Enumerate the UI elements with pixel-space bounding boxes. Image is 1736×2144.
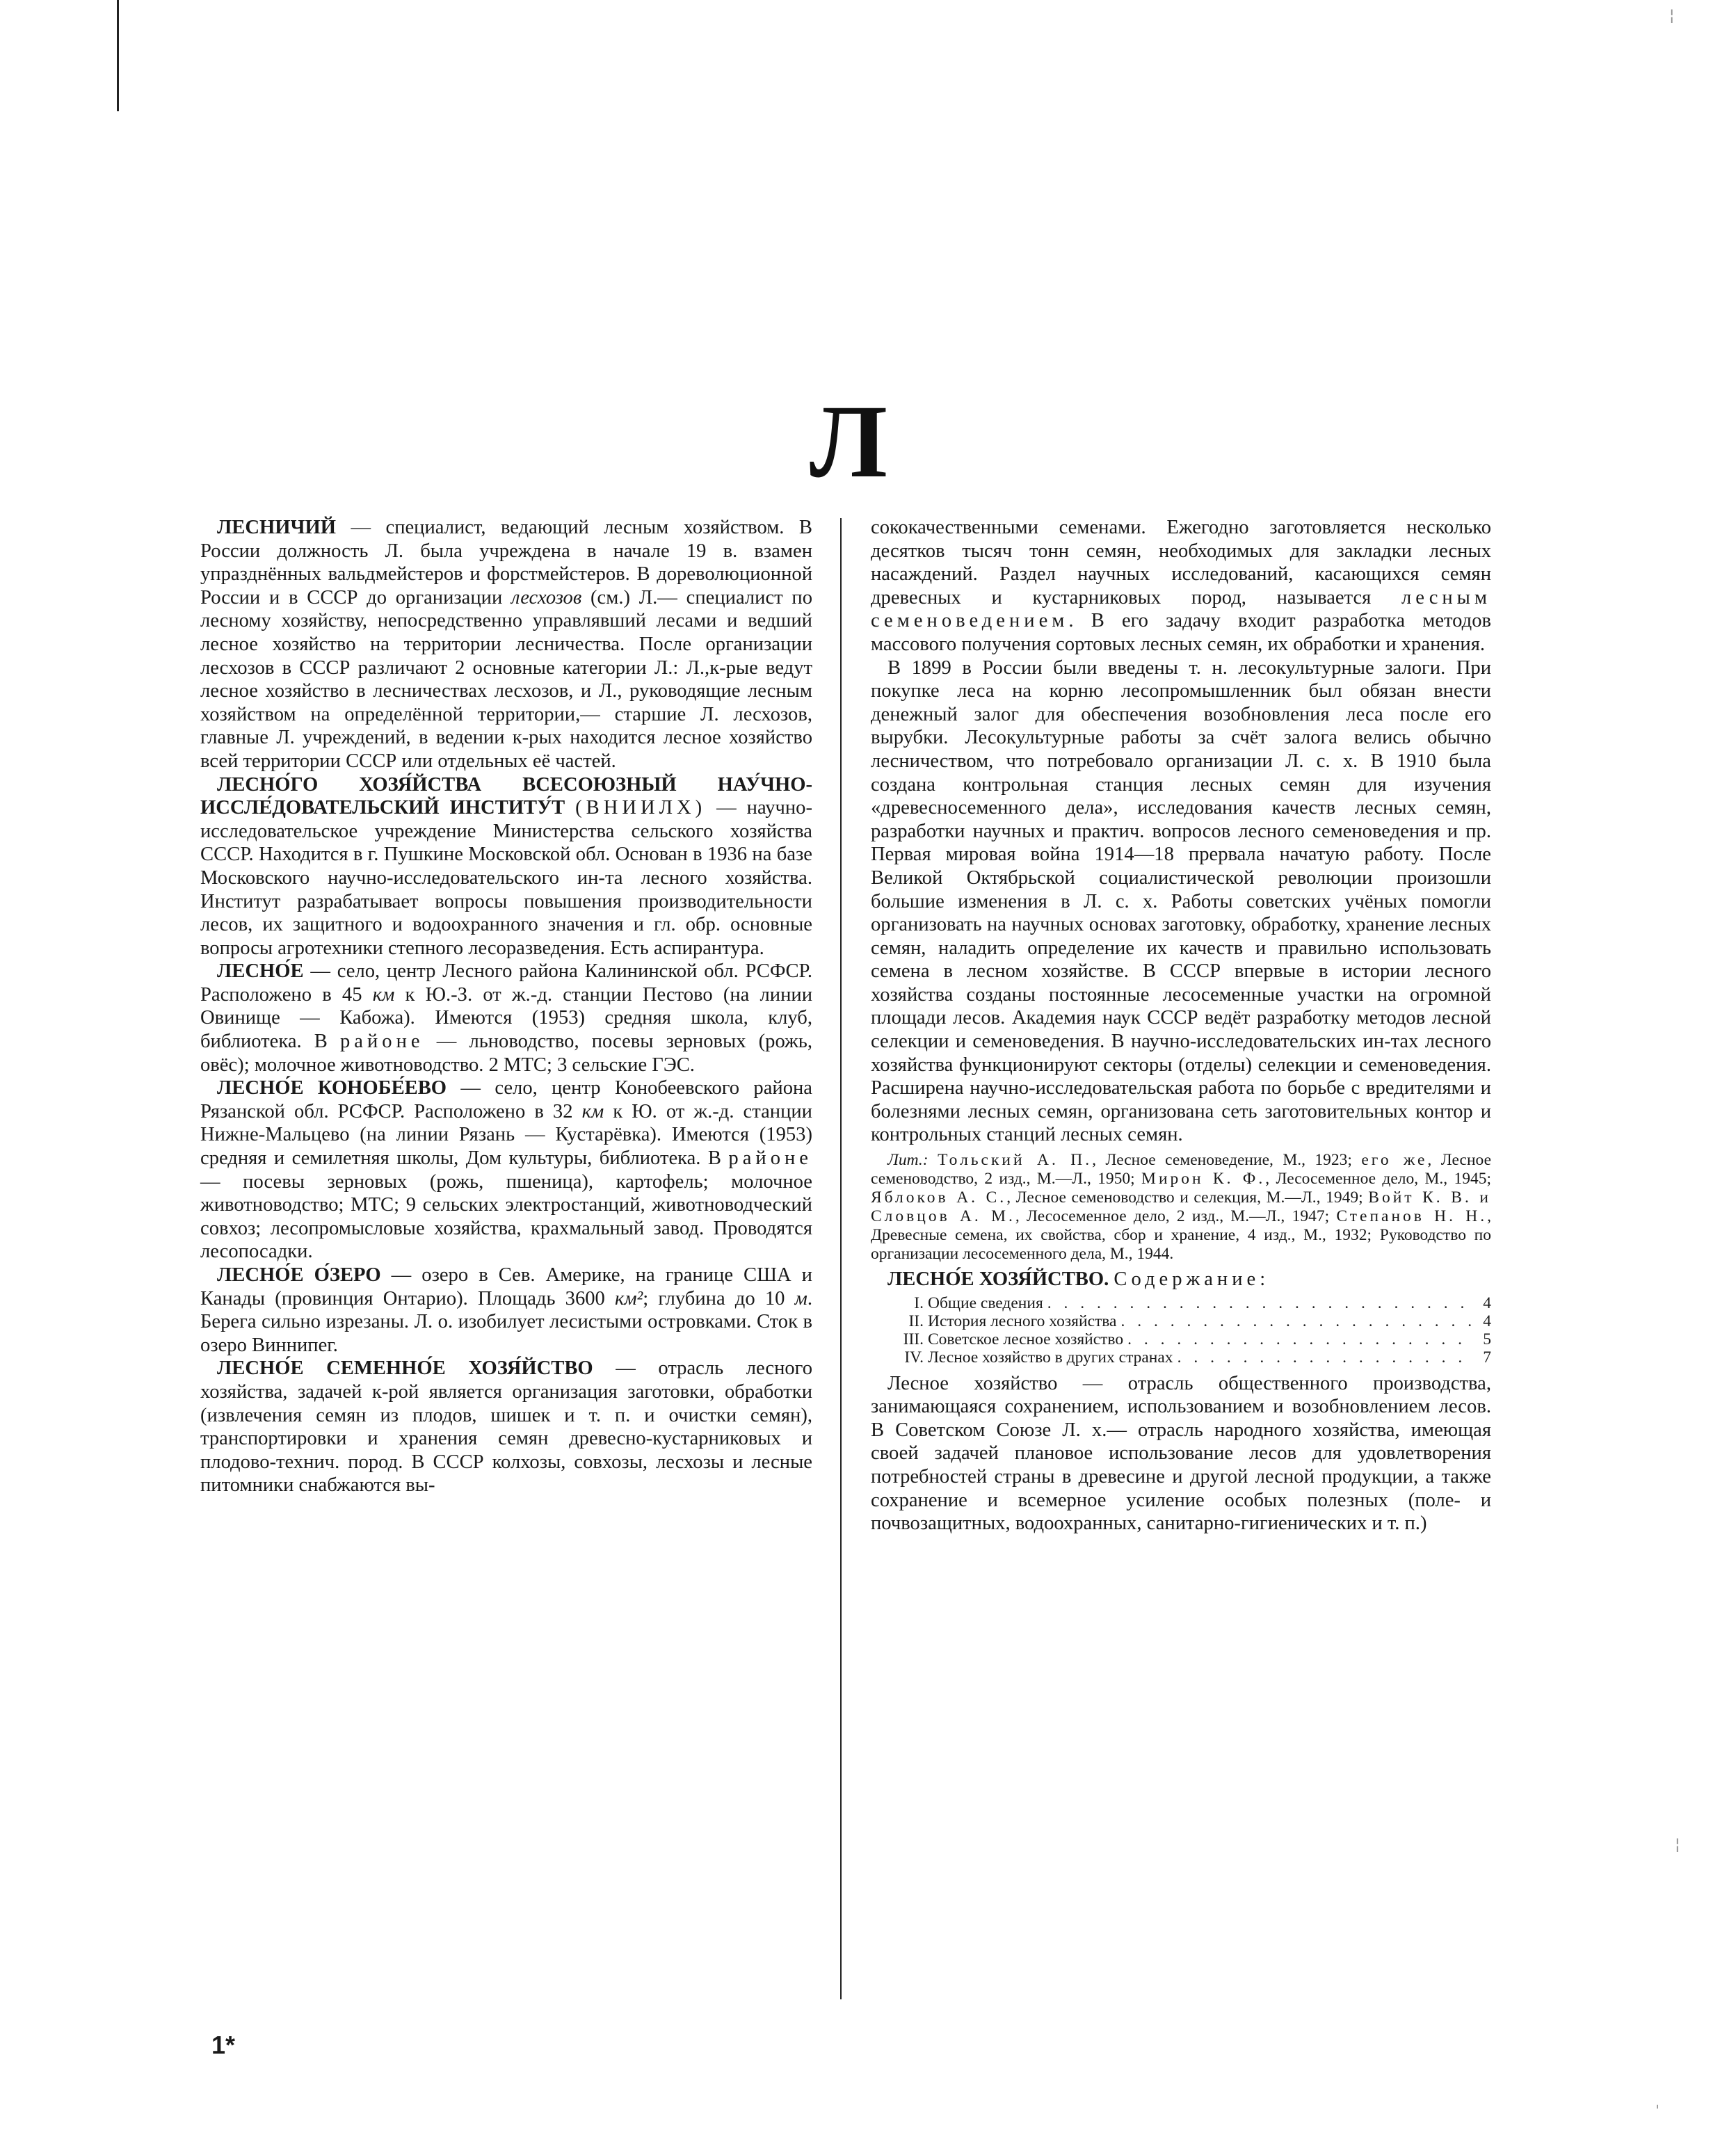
headword: ЛЕСНИЧИЙ	[217, 517, 336, 538]
article-paragraph: Лесное хозяйство — отрасль общественного производства, занимающаяся сохранением, использованием и возобновлением лесов. В Советском Союзе Л. х.— отрасль народного хозяйства, имеющая своей задачей плановое использование лесов для удовлетворения потребностей страны в древесине и другой лесной продукции, а также сохранение и всемерное усиление особых полезных (поле- и почвозащитных, водоохранных, санитарно-гигиенических и т. п.)	[871, 1372, 1491, 1535]
column-divider	[840, 518, 842, 1999]
table-of-contents	[871, 1294, 1491, 1367]
article-lesnoe-konobeevo: ЛЕСНО́Е КОНОБЕ́ЕВО — село, центр Конобеевского района Рязанской обл. РСФСР. Расположено в 32 км к Ю. от ж.-д. станции Нижне-Мальцево (на линии Рязань — Кустарёвка). Имеются (1953) средняя и семилетняя школы, Дом культуры, библиотека. В районе — посевы зерновых (рожь, пшеница), картофель; молочное животноводство; МТС; 9 сельских электростанций, животноводческий совхоз; лесопромысловые хозяйства, крахмальный завод. Проводятся лесопосадки.	[200, 1077, 812, 1263]
cross-ref-link[interactable]: лесхозов	[511, 586, 582, 608]
article-continuation: сококачественными семенами. Ежегодно заготовляется несколько десятков тысяч тонн семян, необходимых для закладки лесных насаждений. Раздел научных исследований, касающихся семян древесных и кустарниковых пород, называется лесным семеноведением. В его задачу входит разработка методов массового получения сортовых лесных семян, их обработки и хранения.	[871, 517, 1491, 655]
toc-row[interactable]: III. Советское лесное хозяйство . . . 5	[881, 1330, 1491, 1348]
toc-row[interactable]: I. Общие сведения . . . 4	[881, 1294, 1491, 1312]
literature-list: Лит.: Тольский А. П., Лесное семеноведение, М., 1923; его же, Лесное семеноводство, 2 изд., М.—Л., 1950; Мирон К. Ф., Лесосеменное дело, М., 1945; Яблоков А. С., Лесное семеноводство и селекция, М.—Л., 1949; Войт К. В. и Словцов А. М., Лесосеменное дело, 2 изд., М.—Л., 1947; Степанов Н. Н., Древесные семена, их свойства, сбор и хранение, 4 изд., М., 1932; Руководство по организации лесосеменного дела, М., 1944.	[871, 1151, 1492, 1264]
headword: ЛЕСНО́Е	[217, 960, 304, 983]
article-lesnoe: ЛЕСНО́Е — село, центр Лесного района Калининской обл. РСФСР. Расположено в 45 км к Ю.-З. от ж.-д. станции Пестово (на линии Овинище — Кабожа). Имеются (1953) средняя школа, клуб, библиотека. В районе — льноводство, посевы зерновых (рожь, овёс); молочное животноводство. 2 МТС; 3 сельские ГЭС.	[200, 960, 812, 1076]
right-column	[871, 516, 1491, 1536]
left-column	[200, 516, 812, 1497]
article-paragraph: В 1899 в России были введены т. н. лесокультурные залоги. При покупке леса на корню лесопромышленник был обязан внести денежный залог для обеспечения возобновления леса после его вырубки. Лесокультурные работы за счёт залога велись обычно лесничеством, что потребовало организации Л. с. х. В 1910 была создана контрольная станция лесных семян для изучения «древесносеменного дела», исследования качеств лесных семян, разработки научных и практич. вопросов лесного семеноведения и пр. Первая мировая война 1914—18 прервала начатую работу. После Великой Октябрьской социалистической революции произошли большие изменения в Л. с. х. Работы советских учёных помогли организовать на научных основах заготовку, обработку, хранение лесных семян, наладить определение их качеств и правильно использовать семена в лесном хозяйстве. В СССР впервые в истории лесного хозяйства созданы постоянные лесосеменные участки на огромной площади лесов. Академия наук СССР ведёт разработку методов лесной селекции и семеноведения. В научно-исследовательских ин-тах лесного хозяйства функционируют секторы (отделы) селекции и семеноведения. Расширена научно-исследовательская работа по борьбе с вредителями и болезнями лесных семян, организована сеть заготовительных контор и контрольных станций лесных семян.	[871, 656, 1491, 1146]
headword: ЛЕСНО́Е СЕМЕННО́Е ХОЗЯ́ЙСТВО	[217, 1357, 593, 1380]
article-lesnoe-semennoe-khozyaystvo: ЛЕСНО́Е СЕМЕННО́Е ХОЗЯ́ЙСТВО — отрасль лесного хозяйства, задачей к-рой является организация заготовки, обработки (извлечения семян из плодов, шишек и т. п. и очистки семян), транспортировки и хранения семян древесно-кустарниковых и плодово-технич. пород. В СССР колхозы, совхозы, лесхозы и лесные питомники снабжаются вы-	[200, 1357, 812, 1497]
article-lesnoe-khozyaystvo: ЛЕСНО́Е ХОЗЯ́ЙСТВО. Содержание:	[887, 1268, 1270, 1291]
headword: ЛЕСНО́Е ХОЗЯ́ЙСТВО.	[887, 1268, 1109, 1291]
scan-mark: ˌ	[1655, 2093, 1660, 2111]
headword: ЛЕСНО́Е О́ЗЕРО	[217, 1264, 381, 1286]
scan-edge-line	[117, 0, 119, 111]
toc-row[interactable]: II. История лесного хозяйства . . . 4	[881, 1312, 1491, 1330]
scan-mark: ¦	[1669, 7, 1675, 24]
headword: ЛЕСНО́ГО ХОЗЯ́ЙСТВА ВСЕСОЮЗНЫЙ НАУ́ЧНО-ИССЛЕ́ДОВАТЕЛЬСКИЙ ИНСТИТУ́Т	[200, 773, 812, 819]
article-vniilkh: ЛЕСНО́ГО ХОЗЯ́ЙСТВА ВСЕСОЮЗНЫЙ НАУ́ЧНО-ИССЛЕ́ДОВАТЕЛЬСКИЙ ИНСТИТУ́Т (ВНИИЛХ) — научно-исследовательское учреждение Министерства сельского хозяйства СССР. Находится в г. Пушкине Московской обл. Основан в 1936 на базе Московского научно-исследовательского ин-та лесного хозяйства. Институт разрабатывает вопросы повышения производительности лесов, их защитного и водоохранного значения и гл. обр. основные вопросы агротехники степного лесоразведения. Есть аспирантура.	[200, 773, 812, 959]
article-lesnichiy: ЛЕСНИЧИЙ — специалист, ведающий лесным хозяйством. В России должность Л. была учреждена в начале 19 в. взамен упразднённых вальдмейстеров и форстмейстеров. В дореволюционной России и в СССР до организации лесхозов (см.) Л.— специалист по лесному хозяйству, непосредственно управлявший лесами и ведший лесное хозяйство на территории лесничества. После организации лесхозов в СССР различают 2 основные категории Л.: Л.,к-рые ведут лесное хозяйство в лесничествах лесхозов, и Л., руководящие лесным хозяйством на определённой территории,— старшие Л. лесхозов, главные Л. учреждений, в ведении к-рых находится лесное хозяйство всей территории СССР или отдельных её частей.	[200, 517, 813, 772]
toc-row[interactable]: IV. Лесное хозяйство в других странах . . . 7	[881, 1348, 1491, 1367]
article-lesnoe-ozero: ЛЕСНО́Е О́ЗЕРО — озеро в Сев. Америке, на границе США и Канады (провинция Онтарио). Площадь 3600 км²; глубина до 10 м. Берега сильно изрезаны. Л. о. изобилует лесистыми островками. Сток в озеро Виннипег.	[200, 1264, 812, 1356]
section-letter: Л	[810, 384, 887, 499]
signature-mark: 1*	[211, 2031, 236, 2059]
headword: ЛЕСНО́Е КОНОБЕ́ЕВО	[217, 1077, 447, 1099]
scan-mark: ¦	[1675, 1836, 1680, 1853]
